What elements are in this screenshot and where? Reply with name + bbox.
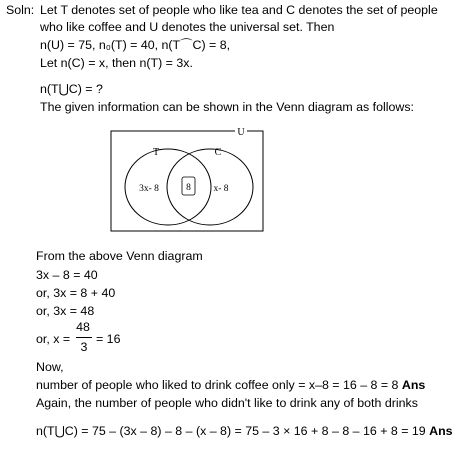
universal-label: U [237, 127, 245, 138]
fraction-denominator: 3 [80, 340, 88, 354]
equation-3: or, 3x = 48 [36, 304, 95, 318]
from-diagram-line: From the above Venn diagram [36, 249, 203, 263]
t-only-region: 3x- 8 [139, 184, 159, 194]
set-t-label: T [152, 147, 160, 158]
question-line: n(T⋃C) = ? [40, 82, 103, 96]
given-values: n(U) = 75, n₀(T) = 40, n(T⌒C) = 8, [40, 38, 231, 52]
equation-4-prefix: or, x = [36, 332, 71, 346]
c-only-region: x- 8 [213, 184, 229, 194]
set-c-circle [167, 149, 253, 225]
coffee-only-line [36, 378, 425, 393]
now-label: Now, [36, 360, 64, 374]
equation-2: or, 3x = 8 + 40 [36, 286, 116, 300]
universal-set-box [111, 131, 263, 231]
coffee-only-text: number of people who liked to drink coffee only = x–8 = 16 – 8 = 8 [36, 378, 399, 392]
intro-line-2: who like coffee and U denotes the universal set. Then [40, 20, 335, 34]
neither-line: Again, the number of people who didn't like to drink any of both drinks [36, 396, 418, 410]
answer-label-2: Ans [429, 424, 453, 438]
final-equation-text: n(T⋃C) = 75 – (3x – 8) – 8 – (x – 8) = 75 – 3 × 16 + 8 – 8 – 16 + 8 = 19 [36, 424, 426, 438]
set-c-label: C [214, 147, 222, 158]
let-statement: Let n(C) = x, then n(T) = 3x. [40, 56, 193, 70]
fraction-numerator: 48 [76, 320, 90, 334]
venn-intro-line: The given information can be shown in the Venn diagram as follows: [40, 100, 414, 114]
equation-1: 3x – 8 = 40 [36, 268, 98, 282]
intro-line-1: Let T denotes set of people who like tea and C denotes the set of people [40, 3, 438, 17]
answer-label-1: Ans [401, 378, 426, 392]
venn-diagram [108, 125, 268, 235]
intersection-region: 8 [186, 183, 191, 193]
final-equation-line [36, 424, 453, 439]
soln-label: Soln: [6, 3, 35, 17]
equation-4-result: = 16 [96, 332, 121, 346]
fraction-bar [76, 337, 92, 338]
set-t-circle [125, 149, 211, 225]
